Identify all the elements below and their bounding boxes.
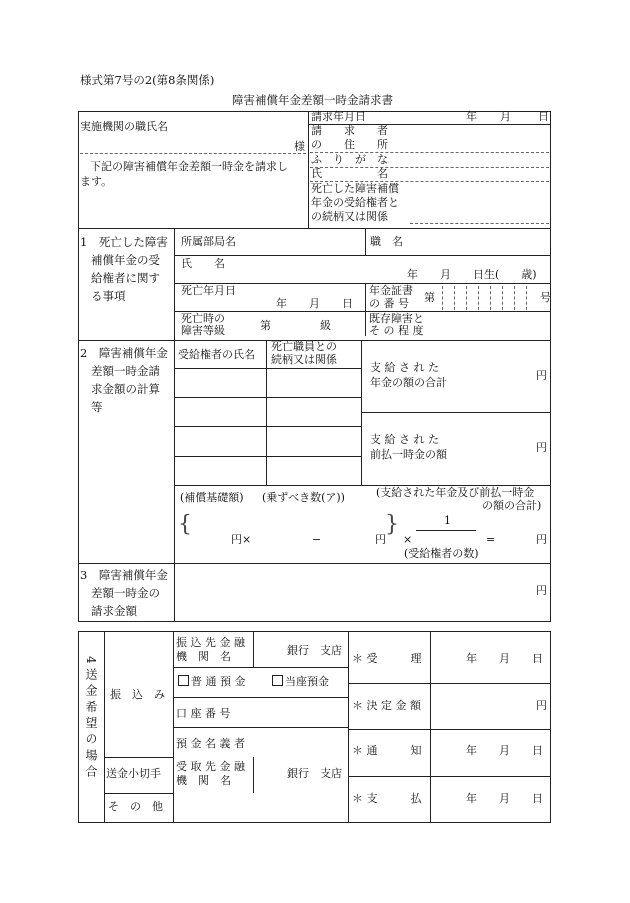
section1-title-line3: 給権者に関す (91, 271, 160, 285)
fraction-bar (416, 530, 476, 531)
position-label: 職 名 (370, 235, 403, 248)
pension-total-line1: 支 給 さ れ た (370, 361, 439, 374)
prepaid-yen: 円 (536, 441, 547, 454)
death-date-label: 死亡年月日 (181, 284, 236, 297)
intro-line2: ます。 (80, 175, 113, 188)
claimant-name-label: 氏 名 (311, 167, 388, 180)
section3-title-line1: 3 障害補償年金 (80, 568, 168, 582)
fraction-numerator: 1 (444, 514, 451, 527)
receipt-label: ＊ 受 理 (352, 652, 422, 665)
claimant-line1: 請 求 者 (311, 124, 388, 137)
department-label: 所属部局名 (181, 235, 236, 248)
current-deposit-label: 当座預金 (285, 675, 329, 688)
bank-branch: 銀行 支店 (287, 644, 342, 657)
section2-title-line2: 差額一時金請 (91, 364, 160, 378)
paid-total-line1: (支給された年金及び前払一時金 (376, 486, 535, 499)
check-label: 送金小切手 (106, 767, 161, 780)
current-deposit-option[interactable] (272, 675, 329, 689)
recipient-relation-line2: 続柄又は関係 (271, 353, 337, 366)
section3-title-line3: 請求金額 (91, 604, 137, 618)
account-number-label: 口 座 番 号 (176, 707, 231, 720)
bank-line2: 機 関 名 (176, 650, 231, 663)
pension-total-line2: 年金の額の合計 (370, 376, 447, 389)
recipient-relation-line1: 死亡職員との (271, 340, 337, 353)
existing-line2: そ の 程 度 (369, 324, 424, 337)
section1-title-line4: る事項 (91, 289, 126, 303)
bank-line1: 振 込 先 金 融 (176, 636, 245, 649)
request-day-label: 日 (538, 110, 549, 123)
multiplier-label: (乗ずべき数(ア)) (262, 491, 345, 504)
sama-label: 様 (294, 140, 305, 153)
cert-line1: 年金証書 (369, 284, 413, 297)
paid-total-line2: の額の合計) (482, 499, 542, 512)
right-brace: } (385, 512, 399, 537)
relation-line2: 年金の受給権者と (311, 196, 399, 209)
grade-dai: 第 (260, 319, 271, 332)
furigana-label: ふ り が な (311, 153, 388, 166)
pension-total-yen: 円 (536, 369, 547, 382)
prepaid-line1: 支 給 さ れ た (370, 433, 439, 446)
request-year-label: 年 (466, 110, 477, 123)
ordinary-checkbox[interactable] (178, 675, 189, 686)
recv-bank-branch: 銀行 支店 (287, 767, 342, 780)
ordinary-deposit-option[interactable] (178, 675, 246, 689)
relation-line1: 死亡した障害補償 (311, 182, 399, 195)
claimant-line2: の 住 所 (311, 138, 388, 151)
notice-date: 年 月 日 (466, 744, 543, 757)
section2-title-line1: 2 障害補償年金 (80, 346, 168, 360)
form-title: 障害補償年金差額一時金請求書 (232, 93, 393, 107)
relation-line3: の続柄又は関係 (311, 210, 388, 223)
intro-line1: 下記の障害補償年金差額一時金を請求し (90, 160, 288, 173)
decided-amount-yen: 円 (536, 699, 547, 712)
base-amount-label: (補償基礎額) (180, 491, 244, 504)
section2-title-line4: 等 (91, 400, 103, 414)
birth-date-label: 年 月 日生( 歳) (407, 268, 537, 281)
section1-title-line2: 補償年金の受 (91, 253, 160, 267)
minus-sign: − (312, 533, 322, 546)
recv-bank-line2: 機 関 名 (176, 774, 231, 787)
prepaid-line2: 前払一時金の額 (370, 448, 447, 461)
request-month-label: 月 (500, 110, 511, 123)
left-brace: { (178, 512, 192, 537)
decided-amount-label: ＊ 決 定 金 額 (352, 699, 421, 712)
current-checkbox[interactable] (272, 675, 283, 686)
transfer-label: 振 込 み (110, 688, 165, 701)
recipients-count-label: (受給権者の数) (404, 547, 479, 560)
equals-sign: = (486, 533, 496, 546)
recv-bank-line1: 受 取 先 金 融 (176, 760, 245, 773)
payment-date: 年 月 日 (466, 792, 543, 805)
section1-title-line1: 1 死亡した障害 (80, 235, 168, 249)
section3-yen: 円 (536, 584, 547, 597)
times-sign: × (403, 533, 413, 546)
notice-label: ＊ 通 知 (352, 744, 422, 757)
yen-times: 円× (231, 533, 252, 546)
section3-title-line2: 差額一時金の (91, 586, 160, 600)
grade-line1: 死亡時の (181, 312, 225, 325)
agency-label: 実施機関の職氏名 (80, 120, 168, 133)
section4-title: 4送金希望の場合 (84, 656, 98, 782)
ordinary-deposit-label: 普 通 預 金 (191, 675, 246, 688)
death-date-ymd: 年 月 日 (276, 297, 353, 310)
form-number: 様式第7号の2(第8条関係) (80, 73, 215, 87)
request-date-label: 請求年月日 (311, 110, 366, 123)
existing-line1: 既存障害と (369, 312, 424, 325)
other-label: そ の 他 (108, 800, 163, 813)
payment-label: ＊ 支 払 (352, 792, 422, 805)
person-name-label: 氏 名 (181, 257, 225, 270)
section2-title-line3: 求金額の計算 (91, 382, 160, 396)
account-holder-label: 預 金 名 義 者 (176, 737, 245, 750)
grade-line2: 障害等級 (181, 324, 225, 337)
result-yen: 円 (536, 533, 547, 546)
receipt-date: 年 月 日 (466, 652, 543, 665)
grade-kyu: 級 (320, 319, 331, 332)
formula-yen: 円 (375, 533, 386, 546)
cert-go: 号 (540, 291, 551, 304)
cert-line2: の 番 号 (369, 297, 409, 310)
recipient-name-header: 受給権者の氏名 (178, 348, 255, 361)
cert-dai: 第 (424, 291, 435, 304)
